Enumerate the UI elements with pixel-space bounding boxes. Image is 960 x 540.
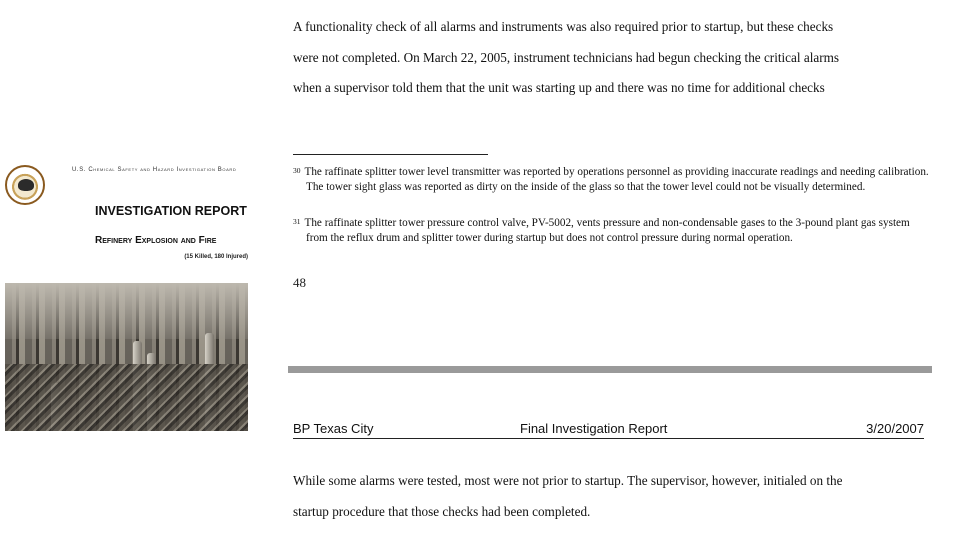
header-center: Final Investigation Report [520,421,668,436]
page-break-divider [288,366,932,373]
paragraph-line: While some alarms were tested, most were not prior to startup. The supervisor, however, initialed on the [293,473,843,488]
paragraph-line: startup procedure that those checks had been completed. [293,503,591,519]
paragraph-line: A functionality check of all alarms and instruments was also required prior to startup, but these checks [293,19,834,34]
footnote-number: 30 [293,166,301,175]
header-left: BP Texas City [293,421,374,436]
photo-sky [5,283,248,339]
header-date: 3/20/2007 [866,421,924,436]
top-paragraph [293,12,933,98]
paragraph-line: were not completed. On March 22, 2005, instrument technicians had begun checking the critical alarms [293,49,840,65]
footnote-31 [293,216,933,245]
footnote-text: The raffinate splitter tower pressure control valve, PV-5002, vents pressure and non-condensable gases to the 3-pound plant gas system from the reflux drum and splitter tower during startup but does not control pressure during normal operation. [304,217,910,244]
footnote-number: 31 [293,217,301,226]
bottom-paragraph [293,466,933,527]
cover-title: INVESTIGATION REPORT [95,204,247,218]
page-header [293,421,924,439]
footnote-text: The raffinate splitter tower level transmitter was reported by operations personnel as providing inaccurate readings and needing calibration. The tower sight glass was reported as dirty on the inside of the glass so that the tower level could not be visually determined. [304,166,929,193]
cover-casualties: (15 Killed, 180 Injured) [184,254,248,260]
csb-seal-icon [5,165,45,205]
photo-debris [5,364,248,431]
report-cover [0,160,256,440]
paragraph-line: when a supervisor told them that the unit was starting up and there was no time for additional checks [293,80,825,95]
cover-agency: U.S. Chemical Safety and Hazard Investigation Board [72,167,237,173]
footnote-separator [293,154,488,155]
cover-subtitle: Refinery Explosion and Fire [95,235,217,246]
footnote-30 [293,165,933,194]
refinery-damage-photo [5,283,248,431]
page-number: 48 [293,275,306,290]
